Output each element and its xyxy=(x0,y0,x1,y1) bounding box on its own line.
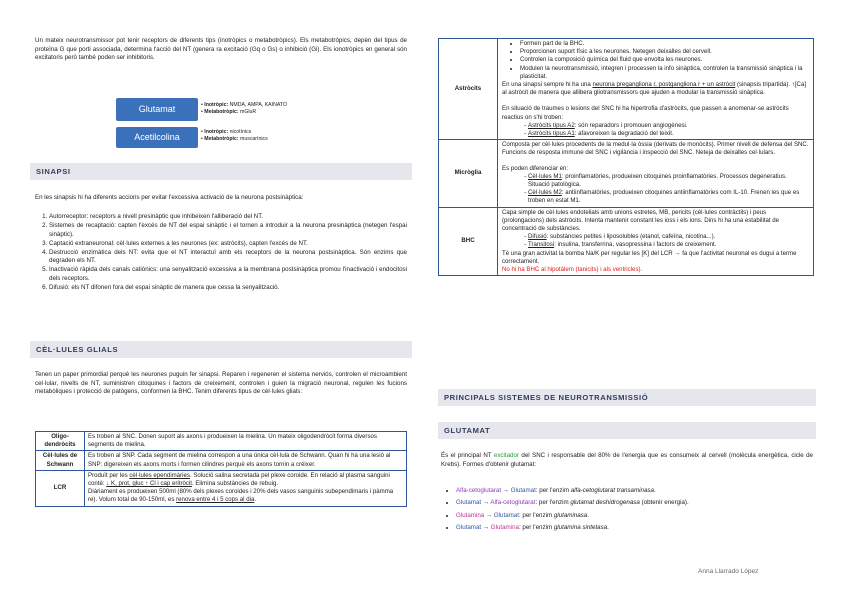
astro-paragraph xyxy=(502,81,809,97)
glia-heading: CÈL·LULES GLIALS xyxy=(30,341,412,358)
molecule: Alfa-cetoglutarat xyxy=(456,487,502,494)
list-item: 6. Difusió: els NT difonen fora del espai sinàptic de manera que cessa la senyalització. xyxy=(49,284,407,293)
text: : per l'enzim xyxy=(535,499,571,507)
principals-heading: PRINCIPALS SISTEMES DE NEUROTRANSMISSIÓ xyxy=(438,389,816,406)
underline-text: Astròcits tipus A2 xyxy=(528,121,575,129)
micro-paragraph: Composta per cèl·lules procedents de la medul·la òssia (derivats de monòcits). Primer nivell de defensa del SNC. Funcions de resposta immune del SNC i vigilància i inspecció del SNC. Neteja de deixalles cel·lulars. xyxy=(502,141,809,157)
list-item: 3. Captació extraneuronal: cèl·lules externes a les neurones (ex: astròcits), capten l'excés de NT. xyxy=(49,240,407,249)
lcr-text: . xyxy=(254,496,257,504)
underline-text: Cèl·lules M2 xyxy=(528,189,562,197)
text: : per l'enzim xyxy=(518,511,554,519)
glia-table-continued xyxy=(438,38,814,276)
glutamat-heading: GLUTAMAT xyxy=(438,422,816,439)
molecule: Glutamat xyxy=(510,487,536,494)
list-item: 4. Destrucció enzimàtica dels NT: evita que el NT interactuï amb els receptors de la neurona postsinàptica. Són enzims que degraden els NT. xyxy=(49,249,407,266)
highlight-text: excitador xyxy=(493,452,519,459)
list-item: • Proporcionen suport físic a les neurones. Netegen deixalles del cervell. xyxy=(520,48,809,56)
list-item: 2. Sistemes de recaptació: capten l'excés de NT del espai sinàptic i el tornen a introduir a la neurona presinàptica (netegen l'espai sinàptic). xyxy=(49,222,407,239)
underline-text: Astròcits tipus A1 xyxy=(528,130,575,138)
table-cell-desc: Es troben al SNP. Cada segment de mielina correspon a una única cèl·lula de Schwann. Quan hi ha una lesió al SNP: digereixen els axons morts i formen cilindres perquè els axons tornin a créixer. xyxy=(85,451,407,470)
molecule: Glutamat xyxy=(493,511,519,519)
molecule: Glutamina xyxy=(490,524,519,532)
bhc-paragraph: Capa simple de cèl·lules endotelials amb unions estretes, MB, pericits (cèl·lules contràctils) i peus (prolongacions) dels astròcits. Intenta mantenir constant les ioss i els ions. Dins hi ha una estabilitat de concentració de substàncies. xyxy=(502,208,780,233)
lcr-text: . Solució salina secretada pel plexe coroide. En relació al plasma sanguini conté: xyxy=(88,471,390,488)
list-item xyxy=(456,497,826,509)
sinapsi-list xyxy=(35,213,407,293)
enzyme: glutamina sintetasa xyxy=(553,524,608,532)
sinapsi-heading: SINAPSI xyxy=(30,163,412,180)
glutamat-intro xyxy=(441,452,813,469)
table-cell-desc xyxy=(498,39,814,140)
molecule: Glutamat xyxy=(456,524,482,532)
sinapsi-intro: En les sinapsis hi ha diferents accions per evitar l'excessiva activació de la neurona postsinàptica: xyxy=(35,194,304,201)
table-cell-name: Micròglia xyxy=(439,140,498,207)
list-item: • Modulen la neurotransmissió, integren i processen la info sinàptica, controlen la transmissió sinàptica i la plasticitat. xyxy=(520,65,809,81)
bhc-items xyxy=(502,233,809,249)
arrow: → xyxy=(501,487,511,494)
list-item: • Formen part de la BHC. xyxy=(520,40,809,48)
underline-text: neurona pregangliona r, postgangliona r + un astròcit xyxy=(592,81,736,89)
table-cell-desc xyxy=(85,470,407,506)
table-row xyxy=(439,140,814,207)
molecule: Alfa-cetoglutarat xyxy=(490,499,536,507)
micro-types xyxy=(502,173,809,206)
glutamat-list xyxy=(442,485,826,535)
list-item xyxy=(456,510,826,522)
table-cell-name: LCR xyxy=(36,470,85,506)
micro-paragraph: Es poden diferenciar en: xyxy=(502,164,569,172)
lcr-text: Diàriament es produeixen 500ml (80% dels plexes coroides i 20% dels vasos sanguinis subependimaris i pàmma re). Volum total de 90-150ml, es xyxy=(88,488,394,504)
nt-box-glutamat: Glutamat xyxy=(116,98,198,121)
table-row xyxy=(439,207,814,276)
list-item: 1. Autorreceptor: receptors a nivell presinàptic que inhibeixen l'alliberació del NT. xyxy=(49,213,407,222)
lcr-text: Produït per les xyxy=(88,471,130,479)
nt-box-acetilcolina: Acetilcolina xyxy=(116,127,198,148)
meta-label: Metabotròpic: xyxy=(204,109,239,115)
table-row xyxy=(439,39,814,140)
list-item xyxy=(528,130,809,138)
astro-bullets xyxy=(502,40,809,81)
text: : substàncies petites i liposolubles (etanol, cafeïna, nicotina...). xyxy=(546,233,716,241)
list-item xyxy=(528,122,809,130)
text: : antiinflamatòries, produeixen citoquines antiinflamatòries com IL-10. Frenen les que es troben en estat M1. xyxy=(528,189,800,205)
astro-types xyxy=(502,122,809,138)
table-cell-name: Oligo-dendròcits xyxy=(36,432,85,451)
text: (obtenir energia). xyxy=(639,499,689,507)
text: : proinflamatòries, produeixen citoquines proinflamatòries. Processos degeneratius. Situació patològica. xyxy=(528,172,787,189)
text: : afavoreixen la degradació del teixit. xyxy=(574,130,674,138)
table-cell-name: Cèl·lules de Schwann xyxy=(36,451,85,470)
text: És el principal NT xyxy=(441,452,494,459)
text: : insulina, transferrina, vasopressina i factors de creixement. xyxy=(554,241,717,249)
table-cell-name: BHC xyxy=(439,207,498,276)
text: del SNC i responsable del 80% de l'energia que es consumeix al cervell (molècula energètica, cicle de Krebs). Formes d'obtenir glutamat: xyxy=(441,452,813,468)
astro-paragraph: En situació de traumes o lesions del SNC hi ha hipertrofia d'astròcits, que passen a anomenar-se astròcits reactius on s'hi troben: xyxy=(502,105,789,121)
table-cell-desc xyxy=(498,207,814,276)
list-item xyxy=(528,189,809,205)
table-row xyxy=(36,470,407,506)
text: . xyxy=(653,487,656,494)
lcr-underline: cèl·lules ependimàries xyxy=(129,471,190,479)
list-item xyxy=(456,522,826,534)
text: En una sinapsi sempre hi ha una xyxy=(502,81,593,89)
molecule: Glutamina xyxy=(456,511,485,519)
list-item xyxy=(528,233,809,241)
meta-value: mGluR xyxy=(240,109,257,115)
lcr-text: . Elimina substàncies de rebuig. xyxy=(191,480,279,488)
text: . xyxy=(607,524,609,532)
meta-value: muscarínics xyxy=(240,136,268,142)
list-item: 5. Inactivació ràpida dels canals catiònics: una senyalització excessiva a la membrana postsinàptica promou l'inactivació i endocitosi dels receptors. xyxy=(49,266,407,283)
arrow: → xyxy=(481,524,491,532)
iono-value: NMDA, AMPA, KAINATO xyxy=(229,102,287,108)
bhc-note: No hi ha BHC al hipotàlem (tanicits) i als ventricles). xyxy=(502,266,643,274)
list-item xyxy=(528,241,809,249)
enzyme: glutamat deshidrogenasa xyxy=(570,499,640,507)
table-cell-desc xyxy=(498,140,814,207)
molecule: Glutamat xyxy=(456,499,482,507)
text: : són reparadors i promouen angiogènesi. xyxy=(574,121,688,129)
intro-paragraph: Un mateix neurotransmissor pot tenir receptors de diferents tips (inotròpics o metabotròpics). Els metabotròpics, depèn del tipus de proteïna G que porti associada, determina l'acció del NT (genera ra excitació (Gq o Gs) o inhibició (Gi). Els ionotròpics en general són excitatoris però també poden ser inhibitoris. xyxy=(35,37,407,62)
lcr-underline: renova entre 4 i 5 cops al dia xyxy=(176,496,255,504)
underline-text: Cèl·lules M1 xyxy=(528,172,562,180)
underline-text: Transitosi xyxy=(528,241,555,249)
iono-label: Inotròpic: xyxy=(204,102,229,108)
arrow: → xyxy=(481,499,491,507)
lcr-underline: ↓ K, prot, gluc ↑ Cl i cap eritròcit xyxy=(106,480,192,488)
bhc-paragraph: Té una gran activitat la bomba Na/K per regular les [K] del LCR → fa que l'activitat neuronal es dugui a terme correctament. xyxy=(502,249,797,265)
table-cell-desc: Es troben al SNC. Donen suport als axons i produeixen la mielina. Un mateix oligodendròcit forma diversos segments de mielina. xyxy=(85,432,407,451)
text: : per l'enzim xyxy=(535,487,571,494)
nt-desc-acetilcolina: • Inotròpic: nicotínics • Metabotròpic: muscarínics xyxy=(201,129,268,142)
table-cell-name: Astròcits xyxy=(439,39,498,140)
glia-intro: Tenen un paper primordial perquè les neurones puguin fer sinapsi. Reparen i regeneren el sistema nerviós, controlen el microambient cel·lular, nivells de NT, suministren citoquines i factors de creixement, controlen i guien la migració neuronal, regulen les fucions metabòliques i protecció de patògens, conformen la BHC. Tenim diferents tipus de cèl·lules glials: xyxy=(35,371,407,396)
enzyme: alfa-cetoglutarat transaminasa xyxy=(570,487,654,494)
list-item xyxy=(456,485,826,497)
text: : per l'enzim xyxy=(518,524,554,532)
glia-table xyxy=(35,431,407,507)
text: . xyxy=(587,511,589,519)
iono-value: nicotínics xyxy=(229,129,252,135)
table-row xyxy=(36,432,407,451)
meta-label: Metabotròpic: xyxy=(204,136,239,142)
author-signature: Anna Llarrado López xyxy=(698,568,759,575)
iono-label: Inotròpic: xyxy=(204,129,229,135)
arrow: → xyxy=(484,511,494,519)
underline-text: Difusió xyxy=(528,233,547,241)
enzyme: glutaminasa xyxy=(553,511,588,519)
list-item: • Controlen la composició química del fluid que envolta les neurones. xyxy=(520,56,809,64)
text: (sinapsis tripartida). ↑[Ca] al astròcit de manera que allibera gliotransmissors que ajuden a modular la transmissió sinàptica. xyxy=(502,81,807,97)
list-item xyxy=(528,173,809,189)
table-row xyxy=(36,451,407,470)
nt-desc-glutamat: • Inotròpic: NMDA, AMPA, KAINATO • Metabotròpic: mGluR xyxy=(201,102,287,115)
